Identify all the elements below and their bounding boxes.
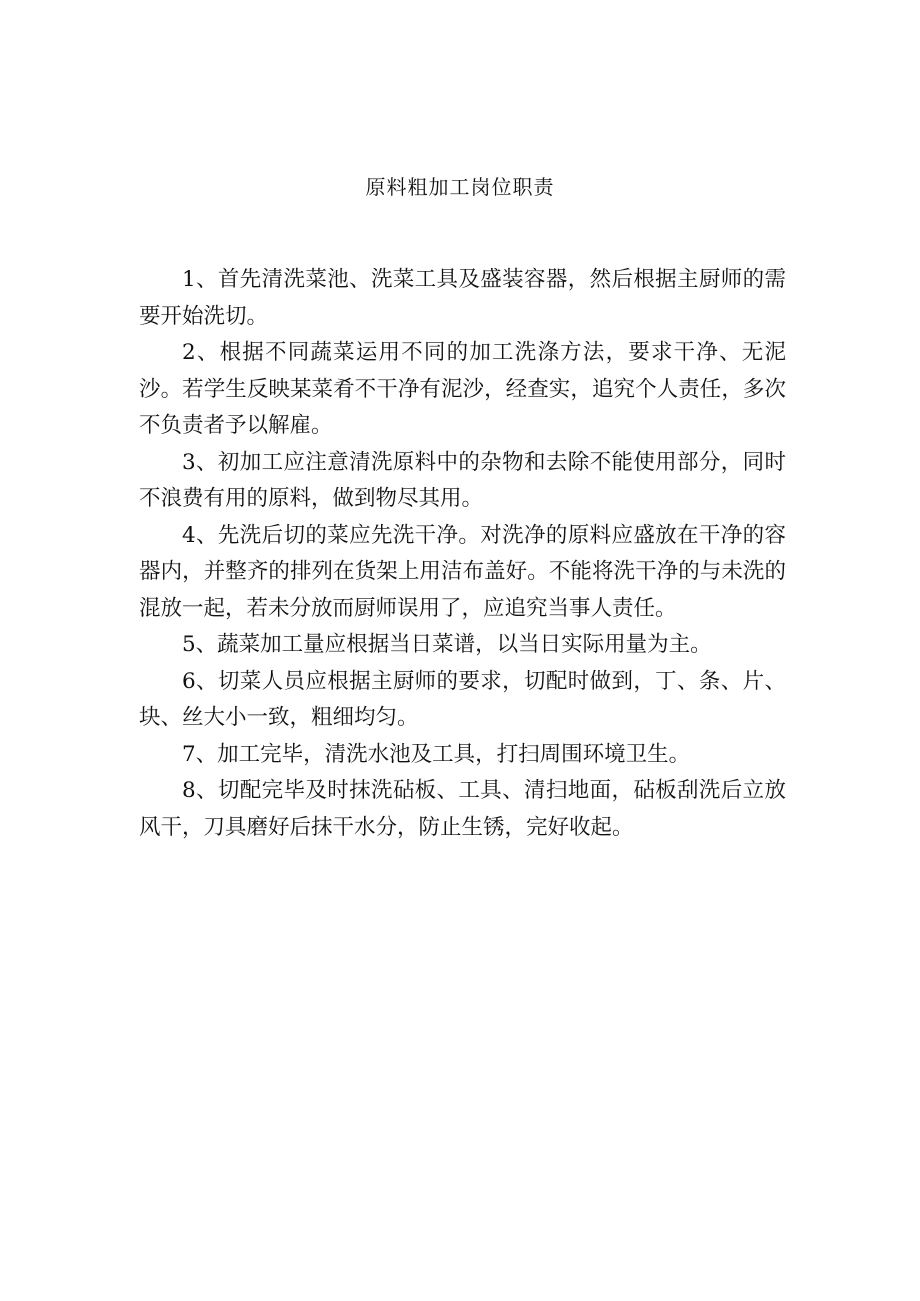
- paragraph-6: 6、切菜人员应根据主厨师的要求，切配时做到，丁、条、片、块、丝大小一致，粗细均匀。: [139, 668, 786, 730]
- document-body: [139, 262, 786, 846]
- paragraph-5: 5、蔬菜加工量应根据当日菜谱，以当日实际用量为主。: [182, 632, 712, 657]
- paragraph-8: 8、切配完毕及时抹洗砧板、工具、清扫地面，砧板刮洗后立放风干，刀具磨好后抹干水分，防止生锈，完好收起。: [139, 778, 786, 840]
- paragraph-2: 2、根据不同蔬菜运用不同的加工洗涤方法，要求干净、无泥沙。若学生反映某菜肴不干净有泥沙，经查实，追究个人责任，多次不负责者予以解雇。: [139, 340, 786, 438]
- paragraph-3: 3、初加工应注意清洗原料中的杂物和去除不能使用部分，同时不浪费有用的原料，做到物尽其用。: [139, 449, 786, 511]
- document-title: 原料粗加工岗位职责: [365, 175, 555, 199]
- paragraph-1: 1、首先清洗菜池、洗菜工具及盛装容器，然后根据主厨师的需要开始洗切。: [139, 267, 786, 329]
- paragraph-7: 7、加工完毕，清洗水池及工具，打扫周围环境卫生。: [182, 741, 691, 767]
- paragraph-4: 4、先洗后切的菜应先洗干净。对洗净的原料应盛放在干净的容器内，并整齐的排列在货架上用洁布盖好。不能将洗干净的与未洗的混放一起，若未分放而厨师误用了，应追究当事人责任。: [139, 522, 786, 621]
